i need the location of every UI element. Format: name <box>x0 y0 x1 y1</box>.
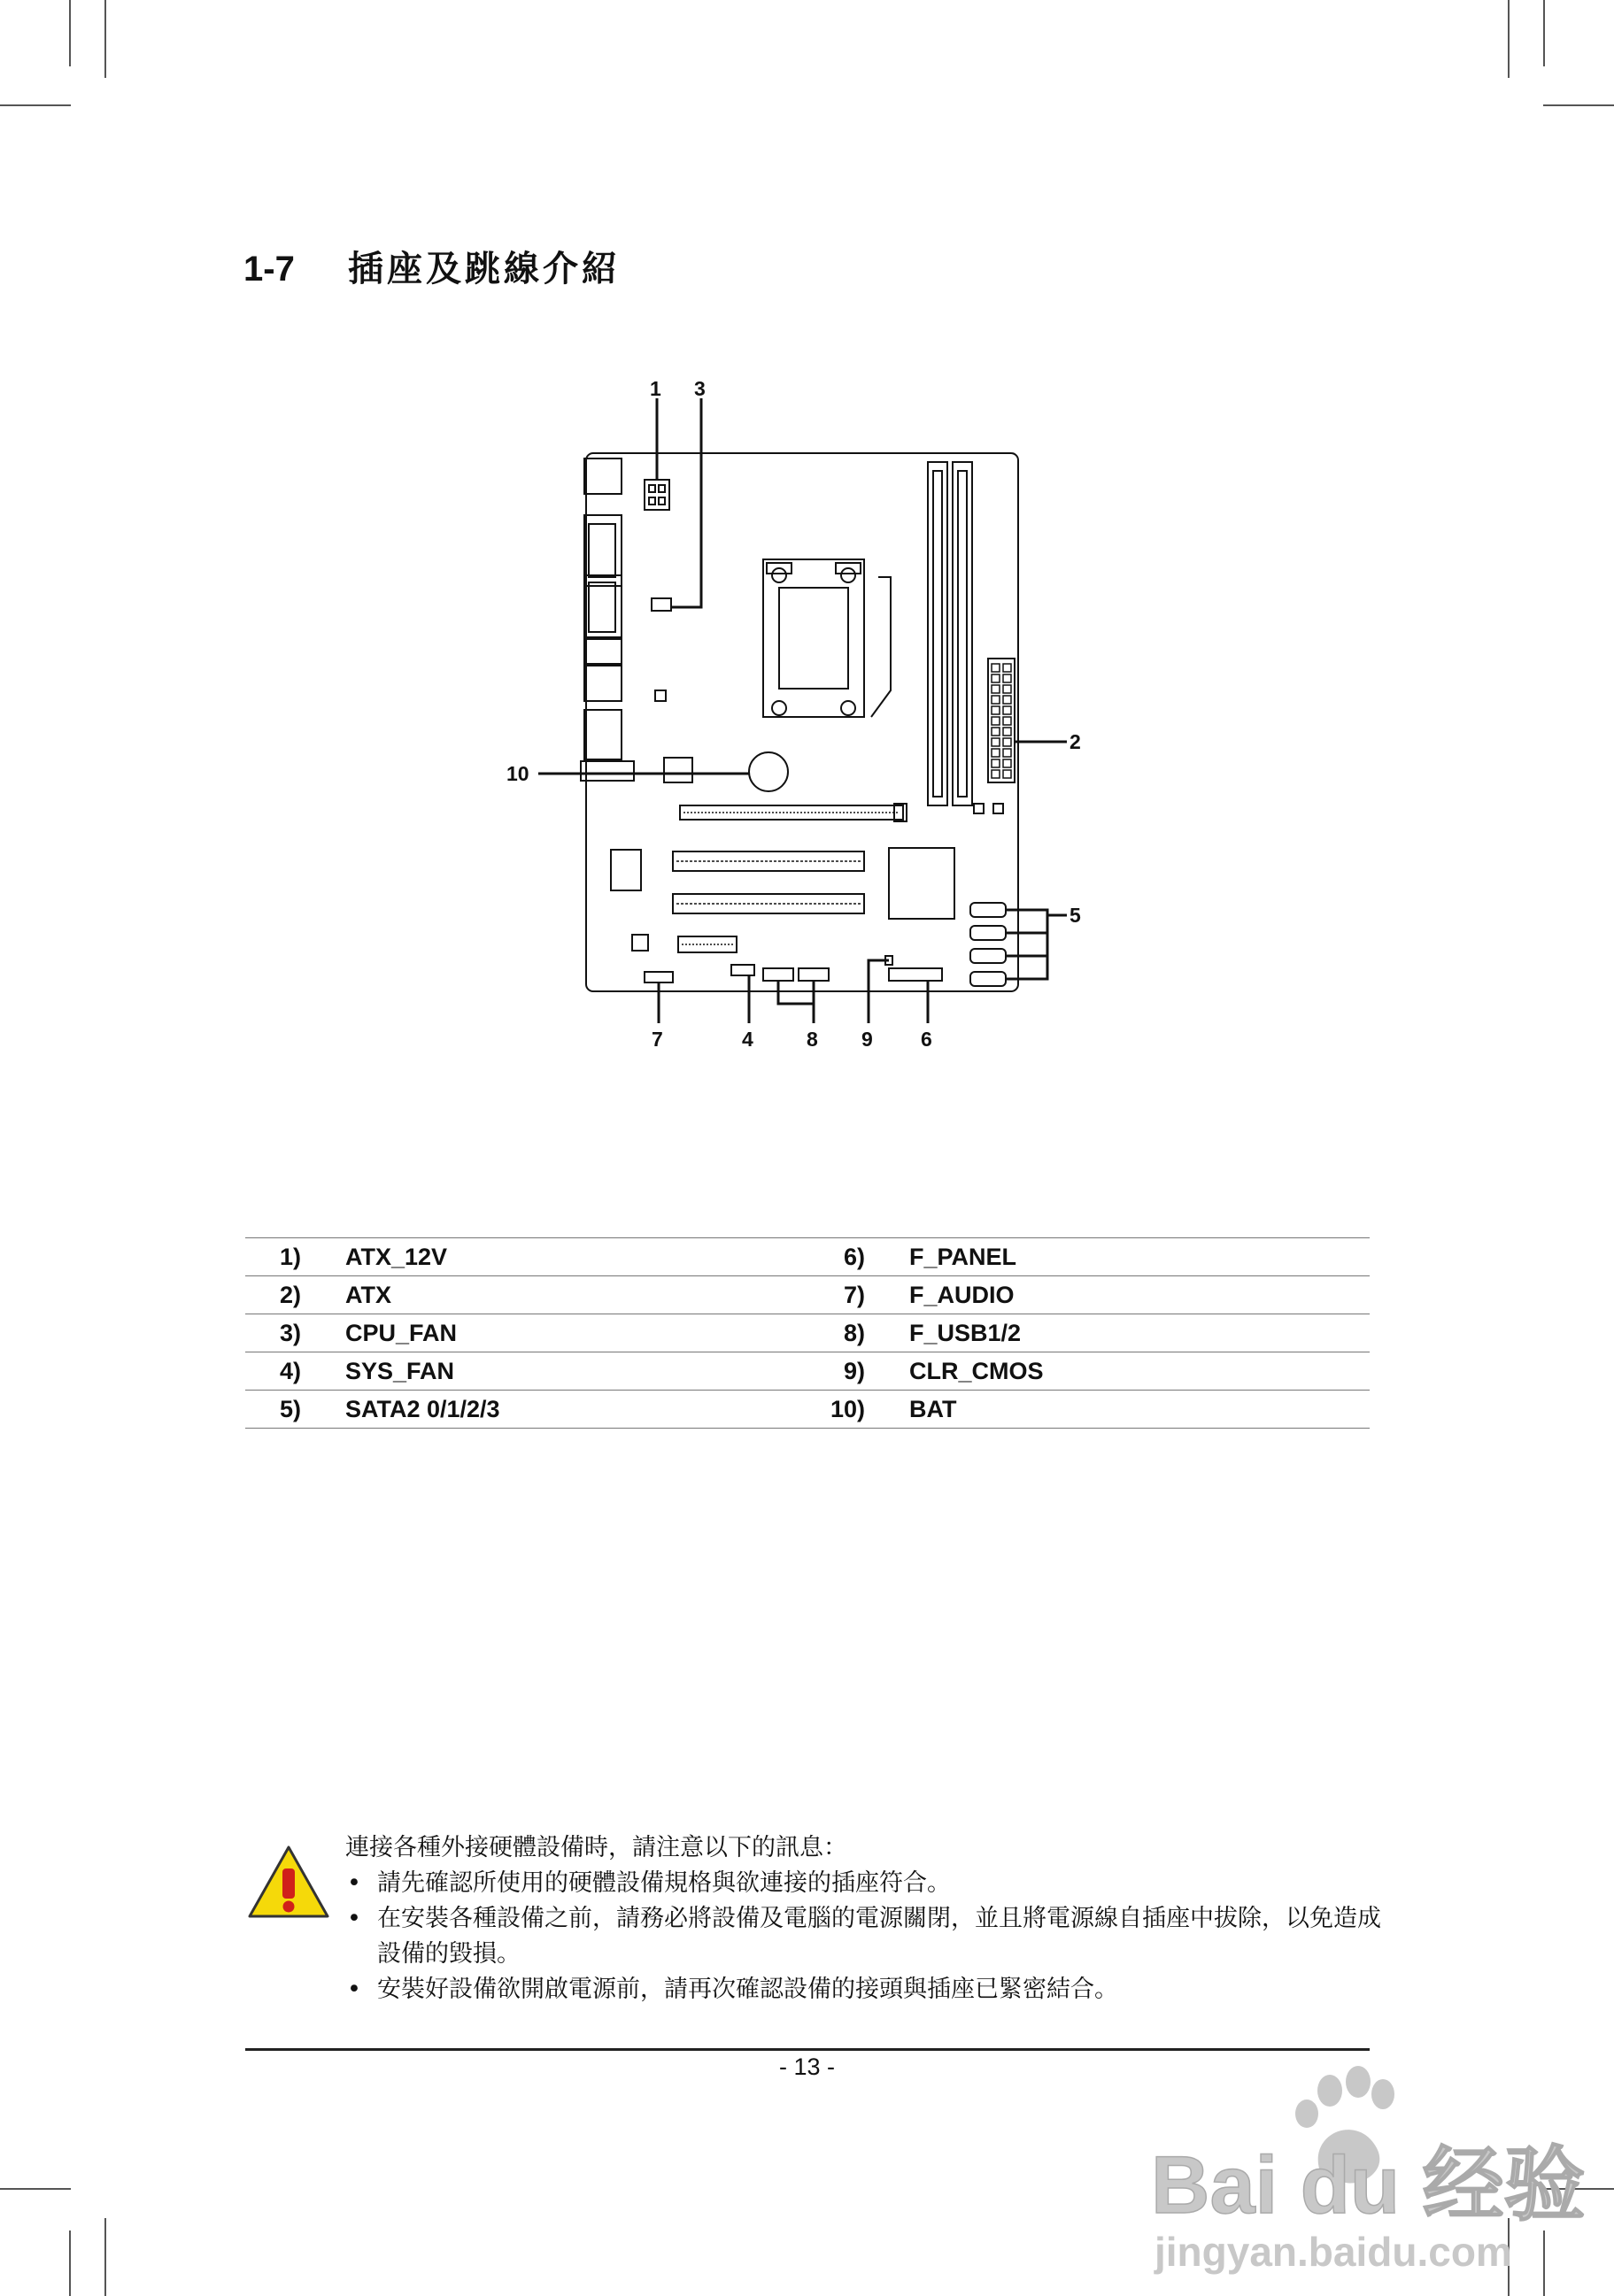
rear-io-port <box>589 524 615 577</box>
dimm-slot <box>928 462 947 805</box>
legend-name: CLR_CMOS <box>909 1352 1370 1391</box>
table-row <box>245 1391 1370 1429</box>
legend-name: F_PANEL <box>909 1238 1370 1276</box>
legend-number: 2) <box>245 1276 301 1314</box>
callout-label: 1 <box>650 377 661 400</box>
battery <box>749 752 788 791</box>
watermark-url: jingyan.baidu.com <box>1155 2229 1512 2275</box>
chip <box>611 850 641 890</box>
crop-mark <box>104 2218 106 2296</box>
watermark-brand: Bai du 经验 <box>1151 2140 1586 2231</box>
callout-label: 3 <box>694 377 706 400</box>
sys-fan-header <box>731 965 754 975</box>
legend-name: SATA2 0/1/2/3 <box>345 1391 810 1429</box>
table-row <box>245 1352 1370 1391</box>
table-row <box>245 1276 1370 1314</box>
table-row <box>245 1314 1370 1352</box>
legend-name: BAT <box>909 1391 1370 1429</box>
callout-label: 5 <box>1070 904 1081 927</box>
legend-number: 4) <box>245 1352 301 1391</box>
cpu-fan-header <box>652 598 671 611</box>
legend-number: 5) <box>245 1391 301 1429</box>
list-item: • 安裝好設備欲開啟電源前，請再次確認設備的接頭與插座已緊密結合。 <box>345 1972 1381 2007</box>
notice-intro: 連接各種外接硬體設備時，請注意以下的訊息： <box>345 1834 847 1861</box>
chip <box>655 690 666 701</box>
legend-number: 8) <box>810 1314 865 1352</box>
chipset <box>889 848 954 919</box>
callout-label: 4 <box>742 1028 753 1051</box>
callout-label: 7 <box>652 1028 663 1051</box>
footer-rule <box>245 2048 1370 2051</box>
list-item: • 在安裝各種設備之前，請務必將設備及電腦的電源關閉，並且將電源線自插座中拔除，以免造成設備的毀損。 <box>345 1901 1381 1972</box>
legend-number: 9) <box>810 1352 865 1391</box>
list-item: • 請先確認所使用的硬體設備規格與欲連接的插座符合。 <box>345 1866 1381 1901</box>
rear-io-port <box>584 458 622 494</box>
rear-io-port <box>581 761 634 781</box>
legend-number: 10) <box>810 1391 865 1429</box>
rear-io-port <box>584 666 622 701</box>
crop-mark <box>1543 2231 1545 2296</box>
legend-name: SYS_FAN <box>345 1352 810 1391</box>
section-title: 插座及跳線介紹 <box>348 248 621 289</box>
callout-label: 9 <box>861 1028 873 1051</box>
callout-label: 8 <box>807 1028 818 1051</box>
notice-list <box>345 1866 1381 2007</box>
dimm-slot <box>953 462 972 805</box>
legend-name: ATX_12V <box>345 1238 810 1276</box>
page-number: - 13 - <box>778 2053 836 2080</box>
f-usb-header <box>799 968 829 981</box>
legend-number: 1) <box>245 1238 301 1276</box>
legend-name: CPU_FAN <box>345 1314 810 1352</box>
baidu-jingyan-watermark <box>1142 2062 1586 2284</box>
callout-label: 6 <box>921 1028 932 1051</box>
sata-port <box>970 949 1006 963</box>
sata-port <box>970 903 1006 917</box>
rear-io-port <box>584 710 622 759</box>
f-usb-header <box>763 968 793 981</box>
chip <box>632 935 648 951</box>
pci-slot <box>673 851 864 871</box>
legend-name: F_USB1/2 <box>909 1314 1370 1352</box>
table-row <box>245 1238 1370 1276</box>
legend-number: 3) <box>245 1314 301 1352</box>
callout-label: 2 <box>1070 730 1081 753</box>
sata-port <box>970 972 1006 986</box>
legend-number: 7) <box>810 1276 865 1314</box>
connector-legend-table <box>245 1237 1370 1429</box>
callout-label: 10 <box>506 762 529 785</box>
sata-port <box>970 926 1006 940</box>
crop-mark <box>69 2231 71 2296</box>
legend-number: 6) <box>810 1238 865 1276</box>
f-panel-header <box>889 968 942 981</box>
warning-icon <box>246 1844 331 1920</box>
pci-slot <box>673 894 864 913</box>
chip <box>664 758 692 782</box>
legend-name: ATX <box>345 1276 810 1314</box>
crop-mark <box>0 2188 71 2190</box>
rear-io-port <box>589 582 615 632</box>
legend-name: F_AUDIO <box>909 1276 1370 1314</box>
notice-text <box>345 1830 1381 2007</box>
f-audio-header <box>645 972 673 982</box>
section-number: 1-7 <box>243 250 295 289</box>
rear-io-port <box>584 637 622 664</box>
